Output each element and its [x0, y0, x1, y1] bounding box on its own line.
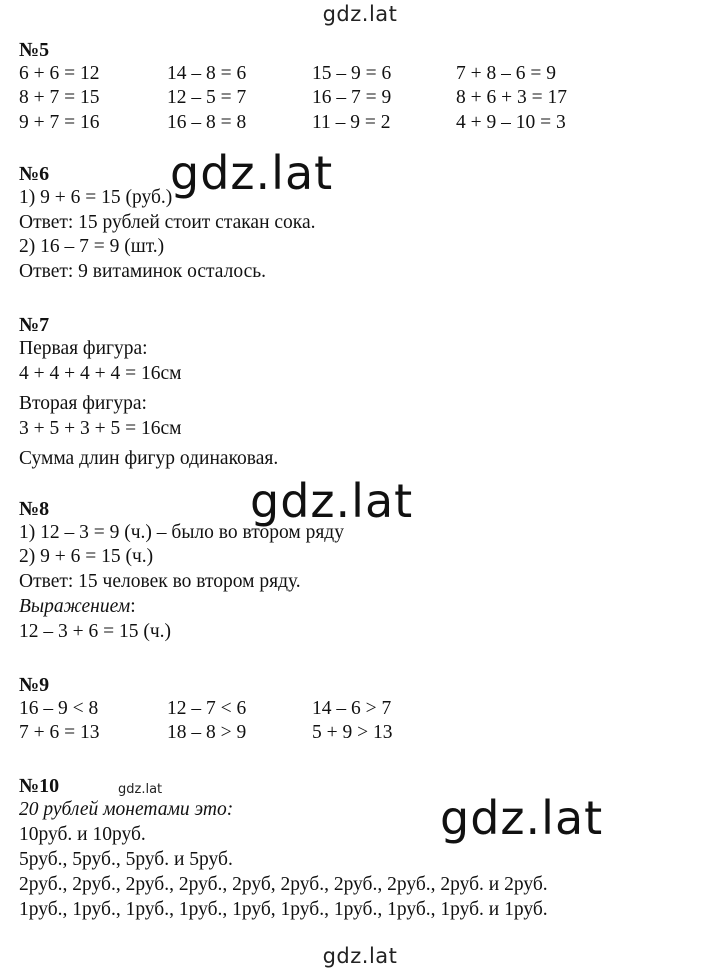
- task-8-expression-label: [19, 595, 136, 619]
- task-5-cell: 7 + 8 – 6 = 9: [456, 63, 556, 84]
- task-10-line: 1руб., 1руб., 1руб., 1руб., 1руб, 1руб., 1руб., 1руб., 1руб. и 1руб.: [19, 899, 548, 920]
- task-7-line: 3 + 5 + 3 + 5 = 16см: [19, 418, 182, 439]
- watermark-large-2: gdz.lat: [250, 474, 414, 528]
- task-8-expression-word: Выражением: [19, 596, 131, 617]
- task-10-intro: 20 рублей монетами это:: [19, 799, 234, 820]
- watermark-footer: gdz.lat: [322, 944, 398, 968]
- task-5-cell: 8 + 7 = 15: [19, 87, 100, 108]
- task-9-cell: 5 + 9 > 13: [312, 722, 393, 743]
- task-5-cell: 11 – 9 = 2: [312, 112, 391, 133]
- task-9-cell: 16 – 9 < 8: [19, 698, 99, 719]
- task-6-line: 2) 16 – 7 = 9 (шт.): [19, 236, 165, 257]
- task-8-line: 2) 9 + 6 = 15 (ч.): [19, 546, 154, 567]
- task-10-line: 10руб. и 10руб.: [19, 824, 146, 845]
- task-7-line: Вторая фигура:: [19, 393, 147, 414]
- task-6-line: 1) 9 + 6 = 15 (руб.): [19, 187, 173, 208]
- task-7-line: Сумма длин фигур одинаковая.: [19, 448, 279, 469]
- task-9-cell: 14 – 6 > 7: [312, 698, 392, 719]
- task-5-cell: 16 – 8 = 8: [167, 112, 247, 133]
- task-5-cell: 6 + 6 = 12: [19, 63, 100, 84]
- watermark-small: gdz.lat: [118, 782, 163, 797]
- task-5-cell: 15 – 9 = 6: [312, 63, 392, 84]
- task-5-cell: 4 + 9 – 10 = 3: [456, 112, 566, 133]
- watermark-large-1: gdz.lat: [170, 146, 334, 200]
- task-5-title: №5: [19, 39, 50, 61]
- task-6-title: №6: [19, 163, 50, 185]
- task-7-title: №7: [19, 314, 50, 336]
- task-8-line: 1) 12 – 3 = 9 (ч.) – было во втором ряду: [19, 522, 344, 543]
- task-10-line: 5руб., 5руб., 5руб. и 5руб.: [19, 849, 233, 870]
- task-5-cell: 16 – 7 = 9: [312, 87, 392, 108]
- task-7-line: Первая фигура:: [19, 338, 148, 359]
- task-10-title: №10: [19, 775, 60, 797]
- task-9-cell: 12 – 7 < 6: [167, 698, 247, 719]
- task-6-line: Ответ: 15 рублей стоит стакан сока.: [19, 212, 316, 233]
- task-9-cell: 7 + 6 = 13: [19, 722, 100, 743]
- task-5-cell: 8 + 6 + 3 = 17: [456, 87, 567, 108]
- watermark-large-3: gdz.lat: [440, 791, 604, 845]
- task-8-expression-colon: :: [130, 596, 136, 617]
- task-8-expression: 12 – 3 + 6 = 15 (ч.): [19, 621, 172, 642]
- task-5-cell: 9 + 7 = 16: [19, 112, 100, 133]
- watermark-header: gdz.lat: [322, 2, 398, 26]
- task-5-cell: 14 – 8 = 6: [167, 63, 247, 84]
- task-5-cell: 12 – 5 = 7: [167, 87, 247, 108]
- task-7-line: 4 + 4 + 4 + 4 = 16см: [19, 363, 182, 384]
- task-9-cell: 18 – 8 > 9: [167, 722, 247, 743]
- task-6-line: Ответ: 9 витаминок осталось.: [19, 261, 267, 282]
- task-10-line: 2руб., 2руб., 2руб., 2руб., 2руб, 2руб., 2руб., 2руб., 2руб. и 2руб.: [19, 874, 548, 895]
- task-9-title: №9: [19, 674, 50, 696]
- task-8-title: №8: [19, 498, 50, 520]
- task-8-line: Ответ: 15 человек во втором ряду.: [19, 571, 301, 592]
